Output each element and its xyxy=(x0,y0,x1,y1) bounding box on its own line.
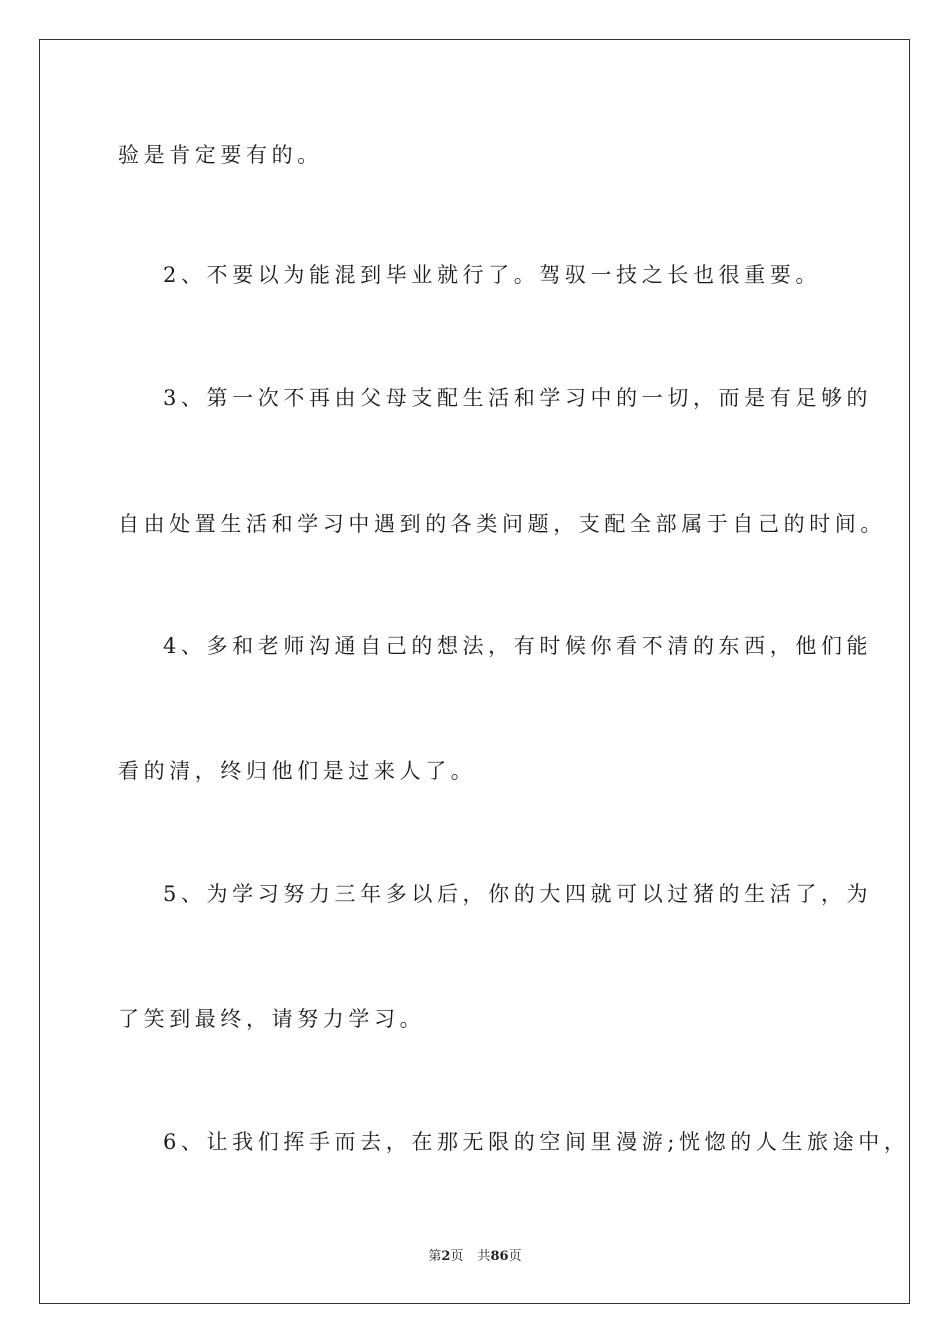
text-line-4: 自由处置生活和学习中遇到的各类问题，支配全部属于自己的时间。 xyxy=(118,512,886,536)
text-line-1: 验是肯定要有的。 xyxy=(118,143,323,167)
footer-total-pages: 86 xyxy=(490,1249,509,1264)
text-line-7: 5、为学习努力三年多以后，你的大四就可以过猪的生活了，为 xyxy=(163,882,873,906)
text-line-6: 看的清，终归他们是过来人了。 xyxy=(118,759,477,783)
text-line-3: 3、第一次不再由父母支配生活和学习中的一切，而是有足够的 xyxy=(163,386,873,410)
text-line-9: 6、让我们挥手而去，在那无限的空间里漫游;恍惚的人生旅途中， xyxy=(163,1130,910,1154)
footer-page-suffix: 页 xyxy=(450,1249,464,1264)
text-line-5: 4、多和老师沟通自己的想法，有时候你看不清的东西，他们能 xyxy=(163,634,873,658)
text-line-8: 了笑到最终，请努力学习。 xyxy=(118,1007,426,1031)
page-footer xyxy=(0,1250,950,1263)
footer-total-prefix: 共 xyxy=(477,1249,491,1264)
footer-total-suffix: 页 xyxy=(508,1249,522,1264)
text-line-2: 2、不要以为能混到毕业就行了。驾驭一技之长也很重要。 xyxy=(163,263,821,287)
footer-page-number: 2 xyxy=(441,1249,451,1264)
page-frame xyxy=(39,39,910,1304)
footer-page-prefix: 第 xyxy=(428,1249,442,1264)
